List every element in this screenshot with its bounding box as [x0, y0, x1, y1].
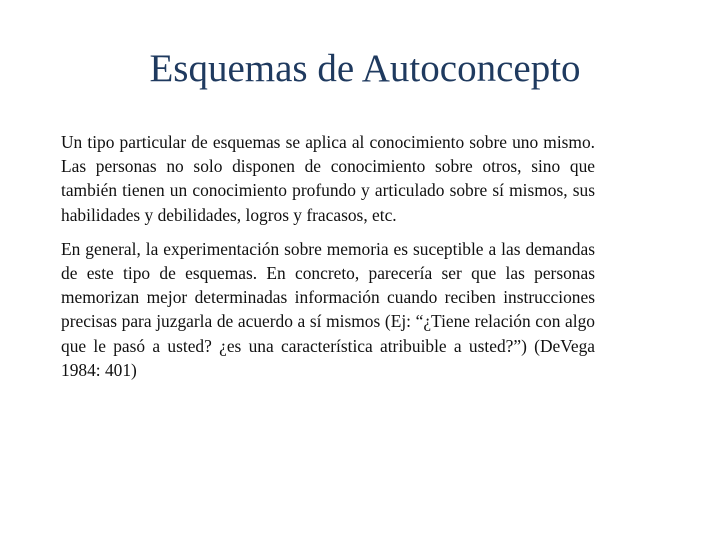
slide-body	[61, 130, 595, 392]
body-paragraph-1: Un tipo particular de esquemas se aplica al conocimiento sobre uno mismo. Las personas no solo disponen de conocimiento sobre otros, sino que también tienen un conocimiento profundo y articulado sobre sí mismos, sus habilidades y debilidades, logros y fracasos, etc.	[61, 132, 595, 225]
slide-title: Esquemas de Autoconcepto	[149, 47, 581, 90]
body-paragraph-2: En general, la experimentación sobre memoria es suceptible a las demandas de este tipo de esquemas. En concreto, parecería ser que las personas memorizan mejor determinadas información cuando reciben instrucciones precisas para juzgarla de acuerdo a sí mismos (Ej: “¿Tiene relación con algo que le pasó a usted? ¿es una característica atribuible a usted?”) (DeVega 1984: 401)	[61, 238, 595, 380]
